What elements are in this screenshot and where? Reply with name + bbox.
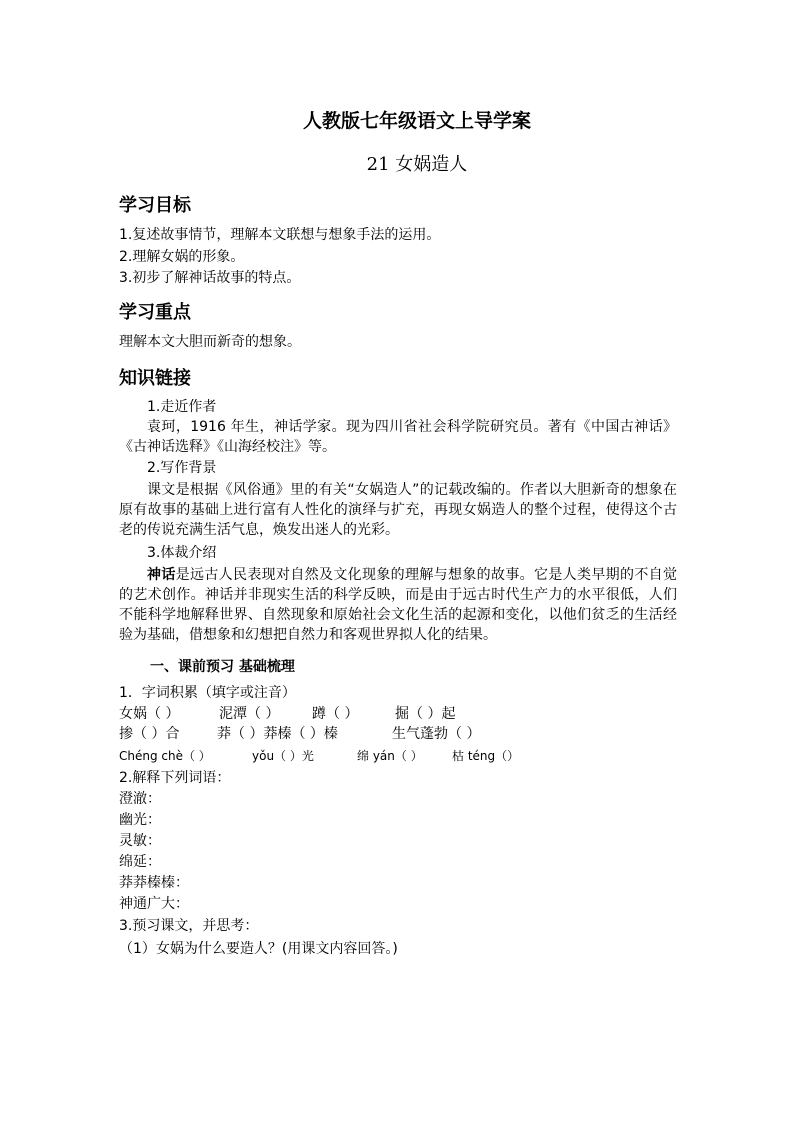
term-item: 灵敏： — [119, 833, 161, 849]
vocab-row-1 — [119, 704, 455, 724]
term-item: 神通广大： — [119, 896, 189, 912]
goal-item: 1.复述故事情节，理解本文联想与想象手法的运用。 — [119, 227, 441, 243]
term-item: 莽莽榛榛： — [119, 875, 189, 891]
term-item: 绵延： — [119, 854, 161, 870]
q3-item-1: （1）女娲为什么要造人？(用课文内容回答。) — [119, 941, 398, 957]
vocab-item: Chéng chè（ ） — [119, 749, 211, 763]
q3-label: 3.预习课文，并思考： — [119, 918, 259, 934]
author-label: 1.走近作者 — [147, 399, 217, 415]
vocab-item: 掘（ ）起 — [395, 706, 456, 722]
background-text: 课文是根据《风俗通》里的有关“女娲造人”的记载改编的。作者以大胆新奇的想象在原有故事的基础上进行富有人性化的演绎与扩充，再现女娲造人的整个过程，使得这个古老的传说充满生活气息，焕发出迷人的光彩。 — [119, 482, 677, 538]
lesson-title: 21 女娲造人 — [366, 154, 468, 175]
goal-item: 2.理解女娲的形象。 — [119, 249, 245, 265]
vocab-item: 绵 yán（ ） — [357, 749, 423, 763]
vocab-item: 生气蓬勃（ ） — [392, 726, 481, 742]
genre-term: 神话 — [147, 567, 176, 583]
author-text: 袁珂，1916 年生，神话学家。现为四川省社会科学院研究员。著有《中国古神话》《古神话选释》《山海经校注》等。 — [119, 419, 677, 455]
q2-label: 2.解释下列词语： — [119, 770, 231, 786]
vocab-row-2 — [119, 724, 480, 744]
goals-heading: 学习目标 — [119, 195, 191, 216]
knowledge-heading: 知识链接 — [119, 368, 191, 389]
vocab-item: 女娲（ ） — [119, 706, 180, 722]
genre-text: 是远古人民表现对自然及文化现象的理解与想象的故事。它是人类早期的不自觉的艺术创作。神话并非现实生活的科学反映，而是由于远古时代生产力的水平很低，人们不能科学地解释世界、自然现象和原始社会文化生活的起源和变化，以他们贫乏的生活经验为基础，借想象和幻想把自然力和客观世界拟人化的结果。 — [119, 567, 678, 643]
focus-heading: 学习重点 — [119, 302, 191, 323]
vocab-item: 蹲（ ） — [312, 706, 359, 722]
q1-label: 1．字词积累（填字或注音） — [119, 685, 296, 701]
document-title: 人教版七年级语文上导学案 — [302, 110, 531, 132]
vocab-item: 莽（ ）莽榛（ ）榛 — [217, 726, 338, 742]
vocab-row-3 — [119, 746, 519, 766]
vocab-item: yǒu（ ）光 — [252, 749, 314, 763]
term-item: 澄澈： — [119, 791, 161, 807]
goal-item: 3.初步了解神话故事的特点。 — [119, 270, 301, 286]
genre-label: 3.体裁介绍 — [147, 545, 217, 561]
preview-section-title: 一、课前预习 基础梳理 — [150, 659, 295, 675]
vocab-item: 掺（ ）合 — [119, 726, 180, 742]
vocab-item: 泥潭（ ） — [219, 706, 280, 722]
term-item: 幽光： — [119, 812, 161, 828]
genre-paragraph — [119, 565, 677, 645]
vocab-item: 枯 téng（） — [452, 749, 520, 763]
background-label: 2.写作背景 — [147, 460, 217, 476]
focus-text: 理解本文大胆而新奇的想象。 — [119, 334, 301, 350]
